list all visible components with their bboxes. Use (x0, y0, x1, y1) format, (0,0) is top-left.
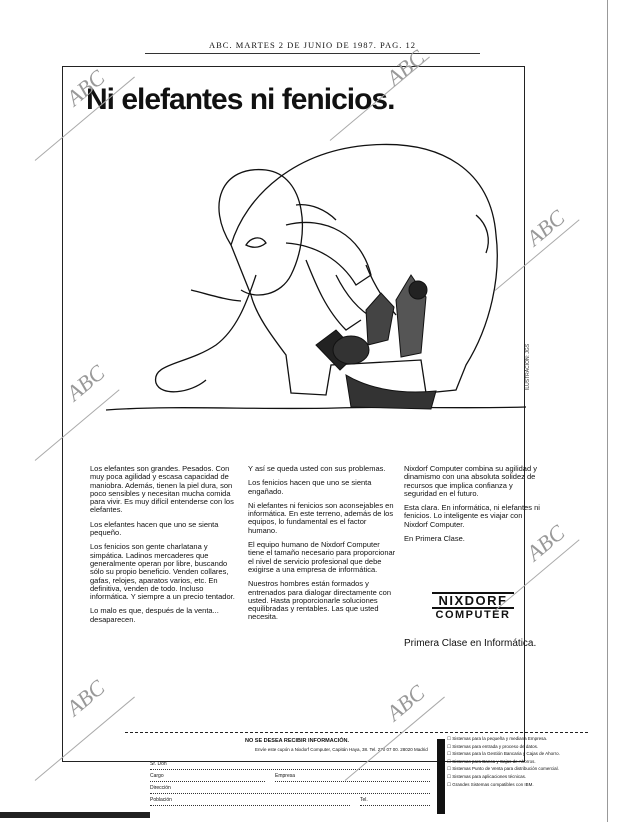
coupon-option[interactable]: ☐ Sistemas Punto de Venta para distribución comercial. (447, 766, 559, 772)
scan-bar (0, 812, 150, 818)
watermark: ABC (61, 674, 110, 721)
coupon-field-poblacion[interactable]: Población (150, 797, 350, 806)
watermark: ABC (521, 519, 570, 566)
page-edge (607, 0, 608, 822)
paragraph: Los elefantes hacen que uno se sienta pequeño. (90, 519, 219, 538)
watermark: ABC (381, 44, 430, 91)
watermark: ABC (61, 359, 110, 406)
watermark: ABC (381, 679, 430, 726)
logo-line-2: COMPUTER (435, 609, 511, 621)
paragraph: Los fenicios hacen que uno se sienta engañado. (248, 478, 372, 496)
tagline: Primera Clase en Informática. (404, 638, 537, 649)
coupon-option[interactable]: ☐ Sistemas para la pequeña y mediana Empresa. (447, 736, 548, 741)
nixdorf-logo (432, 592, 514, 621)
body-column-3 (404, 465, 544, 549)
elephant-illustration (96, 125, 531, 445)
paragraph: Esta clara. En informática, ni elefantes ni fenicios. Lo inteligente es viajar con Nixdorf Computer. (404, 503, 540, 529)
coupon-options (447, 735, 587, 788)
coupon-field-direccion[interactable]: Dirección (150, 785, 430, 794)
logo-line-1: NIXDORF (432, 592, 514, 609)
paragraph: Nuestros hombres están formados y entrenados para dialogar directamente con usted. Hasta proporcionarle soluciones equilibradas y rentables. Las que usted necesita. (248, 579, 392, 622)
coupon-option[interactable]: ☐ Sistemas para Banca y Cajas de Ahorros. (447, 758, 536, 764)
coupon-field-tel[interactable]: Tel. (360, 797, 430, 806)
coupon-field-cargo[interactable]: Cargo (150, 773, 265, 782)
paragraph: Los fenicios son gente charlatana y simpática. Ladinos mercaderes que generalmente operan por libre, buscando sólo su propio beneficio. Venden collares, gafas, relojes, aparatos varios, etc. En definitiva, venden de todo. Incluso informática. Y siempre a un precio tentador. (90, 542, 235, 602)
coupon-option[interactable]: ☐ Sistemas para la Gestión Bancaria y Cajas de Ahorro. (447, 751, 560, 757)
coupon-option[interactable]: ☐ Sistemas para entrada y proceso de datos. (447, 743, 539, 749)
coupon-option[interactable]: ☐ Grandes Sistemas compatibles con IBM. (447, 781, 534, 787)
body-column-1 (90, 465, 240, 630)
body-column-2 (248, 465, 396, 628)
paragraph: En Primera Clase. (404, 534, 465, 544)
illustration-credit: ILUSTRACIÓN: JGS (525, 343, 531, 390)
paragraph: Los elefantes son grandes. Pesados. Con muy poca agilidad y escasa capacidad de maniobra. Además, tienen la piel dura, son poco sensibles y necesitan mucha comida para vivir. Es muy difícil entenderse con los elefantes. (90, 464, 234, 515)
coupon-side-bar (437, 739, 445, 814)
paragraph: Nixdorf Computer combina su agilidad y dinamismo con una absoluta solidez de recursos que implica confianza y seguridad en el futuro. (404, 464, 537, 498)
coupon (125, 732, 588, 823)
paragraph: Lo malo es que, después de la venta... desaparecen. (90, 606, 219, 624)
coupon-subtitle: Envíe este cupón a Nixdorf Computer, Capitán Haya, 38. Tel. 270 07 00. 28020 Madrid (255, 747, 428, 752)
coupon-title: NO SE DESEA RECIBIR INFORMACIÓN. (245, 738, 349, 744)
watermark: ABC (61, 64, 110, 111)
paragraph: Ni elefantes ni fenicios son aconsejables en informática. En este terreno, además de los equipos, lo fundamental es el factor humano. (248, 500, 394, 535)
coupon-option[interactable]: ☐ Sistemas para aplicaciones técnicas. (447, 773, 527, 779)
coupon-field-empresa[interactable]: Empresa (275, 773, 430, 782)
coupon-field-name[interactable]: Sr. Don (150, 761, 430, 770)
watermark: ABC (521, 204, 570, 251)
headline: Ni elefantes ni fenicios. (86, 83, 395, 116)
paragraph: Y así se queda usted con sus problemas. (248, 464, 386, 473)
paragraph: El equipo humano de Nixdorf Computer tiene el tamaño necesario para proporcionar el nivel de servicio profesional que debe exigirse a una empresa de informática. (248, 540, 396, 574)
page-header: ABC. MARTES 2 DE JUNIO DE 1987. PAG. 12 (208, 40, 416, 50)
header-rule (145, 53, 480, 54)
